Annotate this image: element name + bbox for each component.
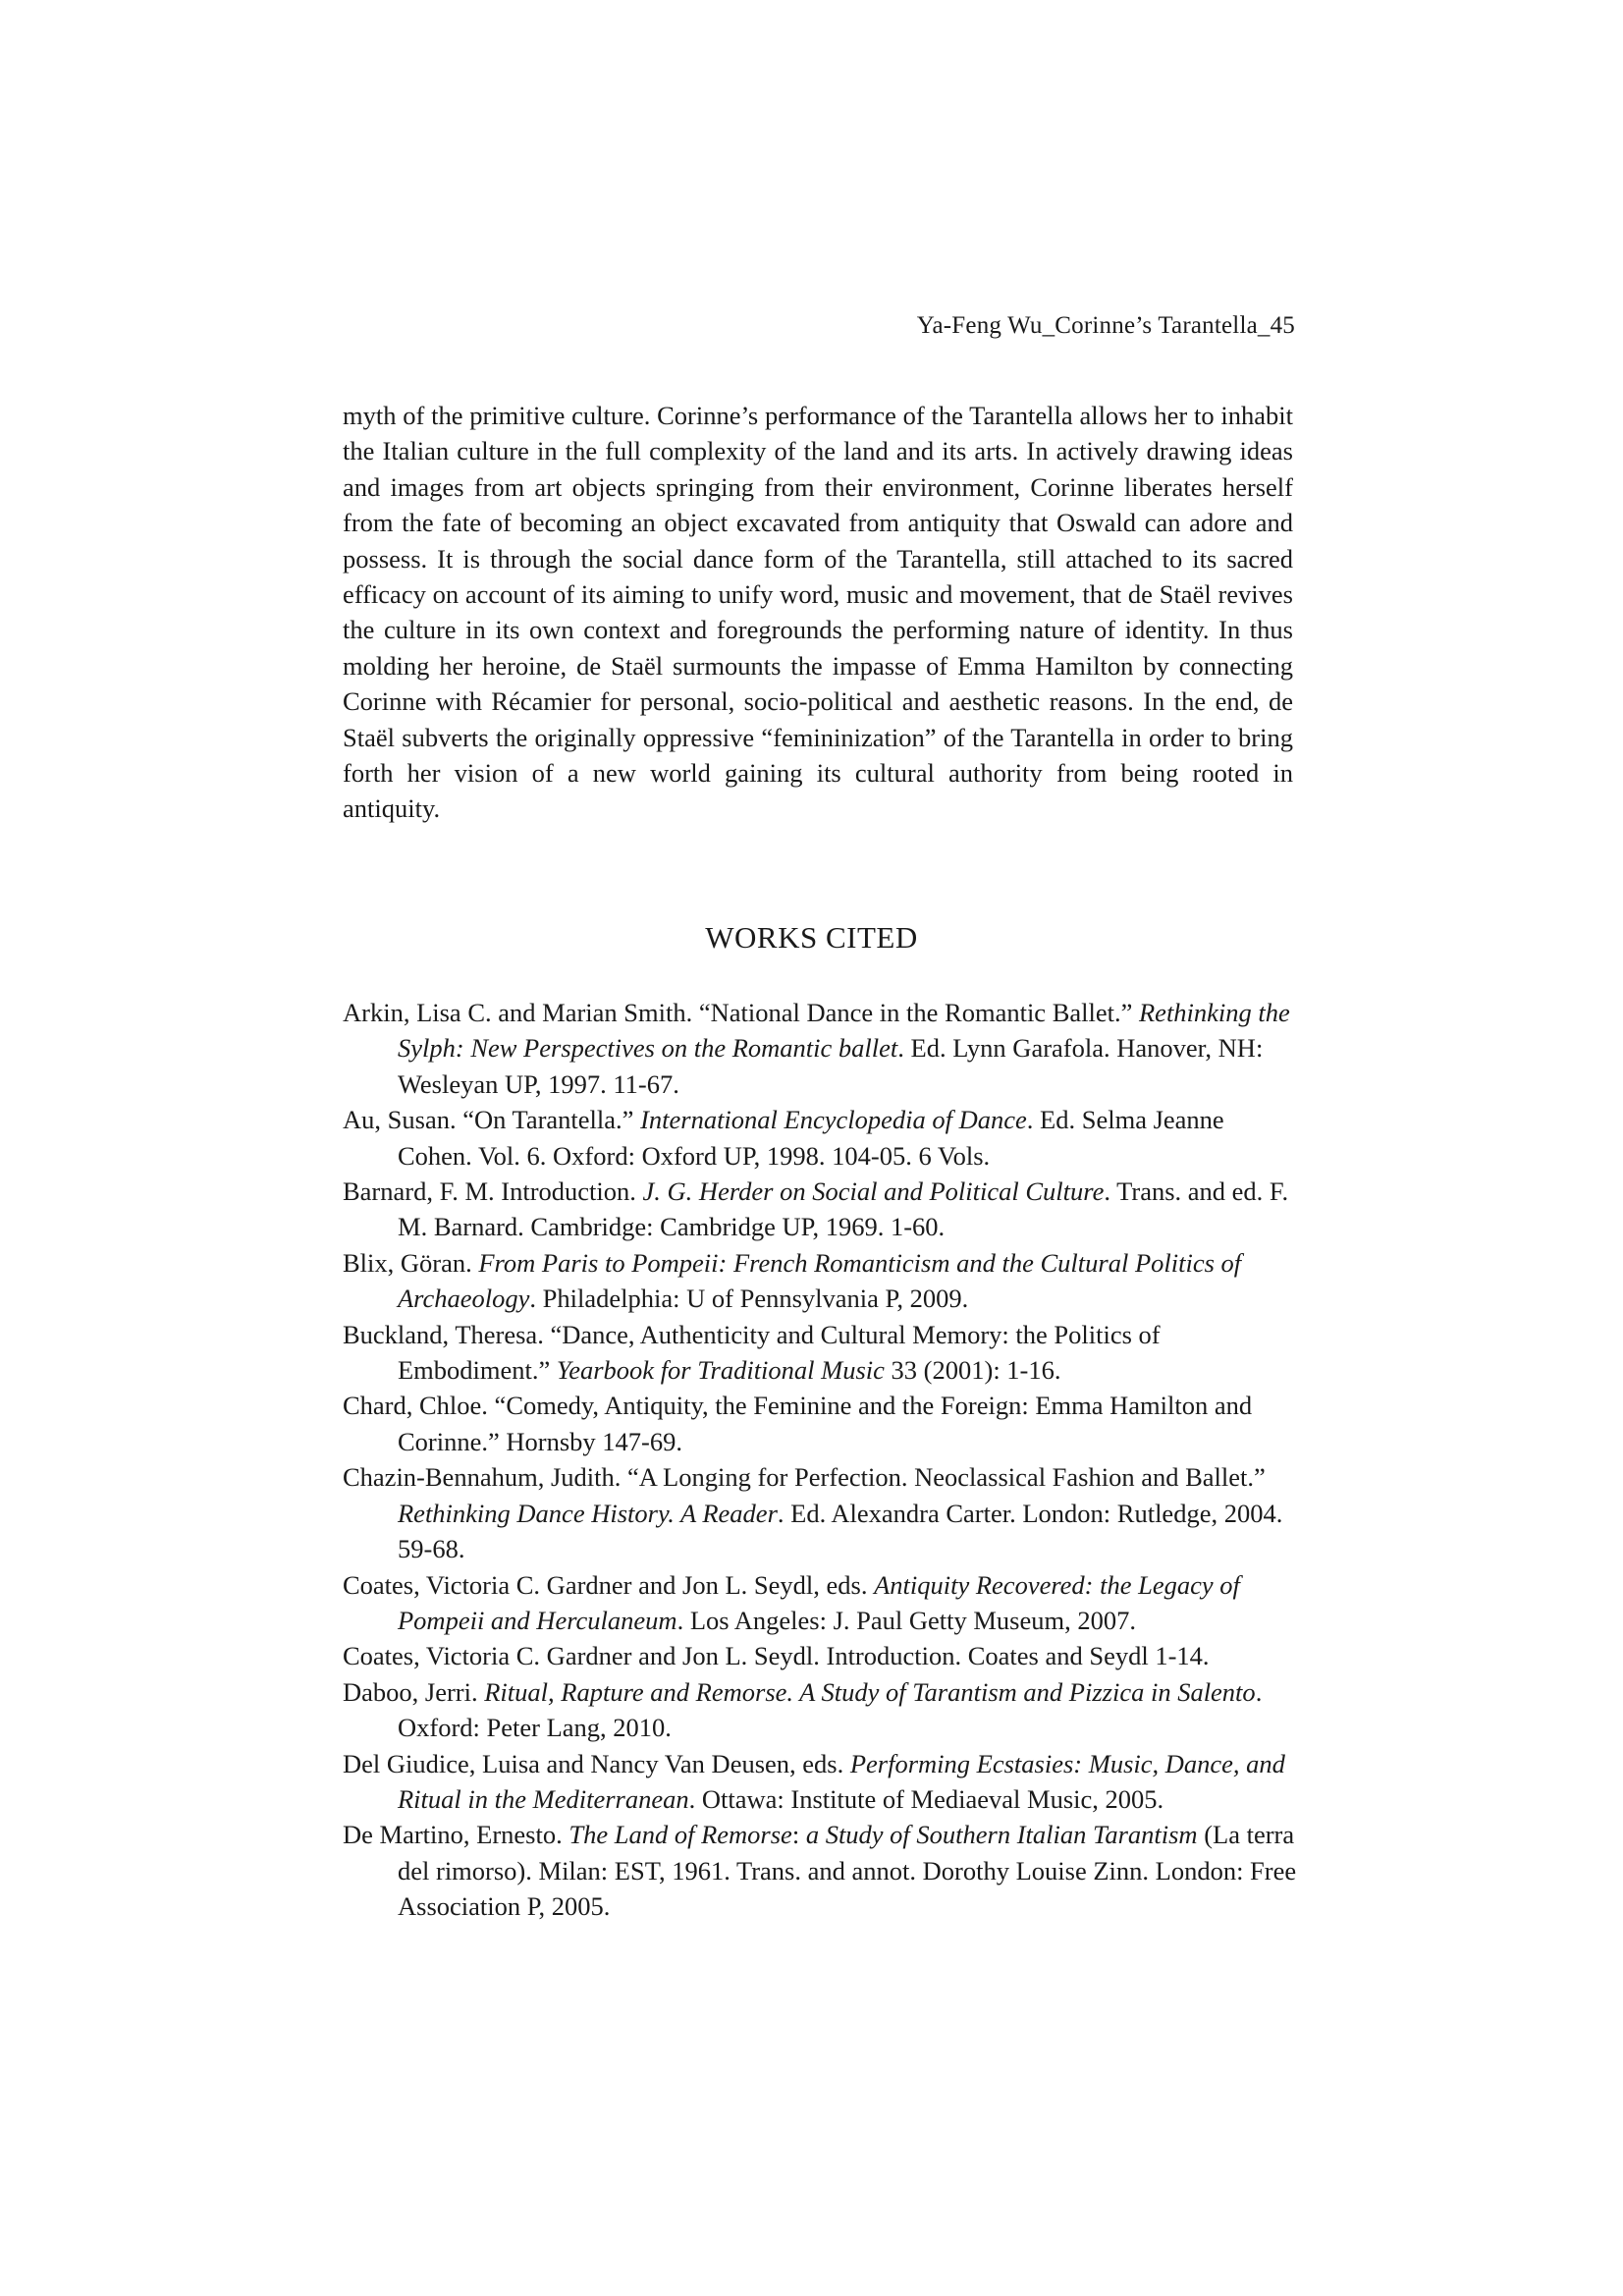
reference-entry: Del Giudice, Luisa and Nancy Van Deusen, eds. Performing Ecstasies: Music, Dance, and Ritual in the Mediterranean. Ottawa: Institute of Mediaeval Music, 2005. [343, 1748, 1285, 1814]
reference-entry: Au, Susan. “On Tarantella.” International Encyclopedia of Dance. Ed. Selma Jeanne Cohen. Vol. 6. Oxford: Oxford UP, 1998. 104-05. 6 Vols. [343, 1105, 1224, 1171]
works-cited-list [343, 995, 1305, 1925]
reference-entry: Daboo, Jerri. Ritual, Rapture and Remorse. A Study of Tarantism and Pizzica in Salento. Oxford: Peter Lang, 2010. [343, 1676, 1263, 1743]
reference-entry: Barnard, F. M. Introduction. J. G. Herder on Social and Political Culture. Trans. and ed. F. M. Barnard. Cambridge: Cambridge UP, 1969. 1-60. [343, 1176, 1289, 1242]
reference-entry: Blix, Göran. From Paris to Pompeii: French Romanticism and the Cultural Politics of Archaeology. Philadelphia: U of Pennsylvania P, 2009. [343, 1247, 1242, 1314]
works-cited-title: WORKS CITED [705, 920, 918, 955]
running-head: Ya-Feng Wu_Corinne’s Tarantella_45 [916, 312, 1295, 339]
reference-entry: Chard, Chloe. “Comedy, Antiquity, the Feminine and the Foreign: Emma Hamilton and Corinne.” Hornsby 147-69. [343, 1391, 1253, 1456]
reference-entry: De Martino, Ernesto. The Land of Remorse: a Study of Southern Italian Tarantism (La terra del rimorso). Milan: EST, 1961. Trans. and annot. Dorothy Louise Zinn. London: Free Association P, 2005. [343, 1820, 1297, 1922]
reference-entry: Chazin-Bennahum, Judith. “A Longing for Perfection. Neoclassical Fashion and Ballet.” Rethinking Dance History. A Reader. Ed. Alexandra Carter. London: Rutledge, 2004. 59-68. [343, 1462, 1283, 1564]
reference-entry: Coates, Victoria C. Gardner and Jon L. Seydl. Introduction. Coates and Seydl 1-14. [343, 1641, 1210, 1671]
reference-entry: Buckland, Theresa. “Dance, Authenticity and Cultural Memory: the Politics of Embodiment.” Yearbook for Traditional Music 33 (2001): 1-16. [343, 1319, 1161, 1386]
reference-entry: Coates, Victoria C. Gardner and Jon L. Seydl, eds. Antiquity Recovered: the Legacy of Pompeii and Herculaneum. Los Angeles: J. Paul Getty Museum, 2007. [343, 1569, 1240, 1635]
body-paragraph: myth of the primitive culture. Corinne’s performance of the Tarantella allows her to inhabit the Italian culture in the full complexity of the land and its arts. In actively drawing ideas and images from art objects springing from their environment, Corinne liberates herself from the fate of becoming an object excavated from antiquity that Oswald can adore and possess. It is through the social dance form of the Tarantella, still attached to its sacred efficacy on account of its aiming to unify word, music and movement, that de Staël revives the culture in its own context and foregrounds the performing nature of identity. In thus molding her heroine, de Staël surmounts the impasse of Emma Hamilton by connecting Corinne with Récamier for personal, socio-political and aesthetic reasons. In the end, de Staël subverts the originally oppressive “femininization” of the Tarantella in order to bring forth her vision of a new world gaining its cultural authority from being rooted in antiquity. [343, 401, 1293, 824]
reference-entry: Arkin, Lisa C. and Marian Smith. “National Dance in the Romantic Ballet.” Rethinking the Sylph: New Perspectives on the Romantic ballet. Ed. Lynn Garafola. Hanover, NH: Wesleyan UP, 1997. 11-67. [343, 998, 1290, 1099]
